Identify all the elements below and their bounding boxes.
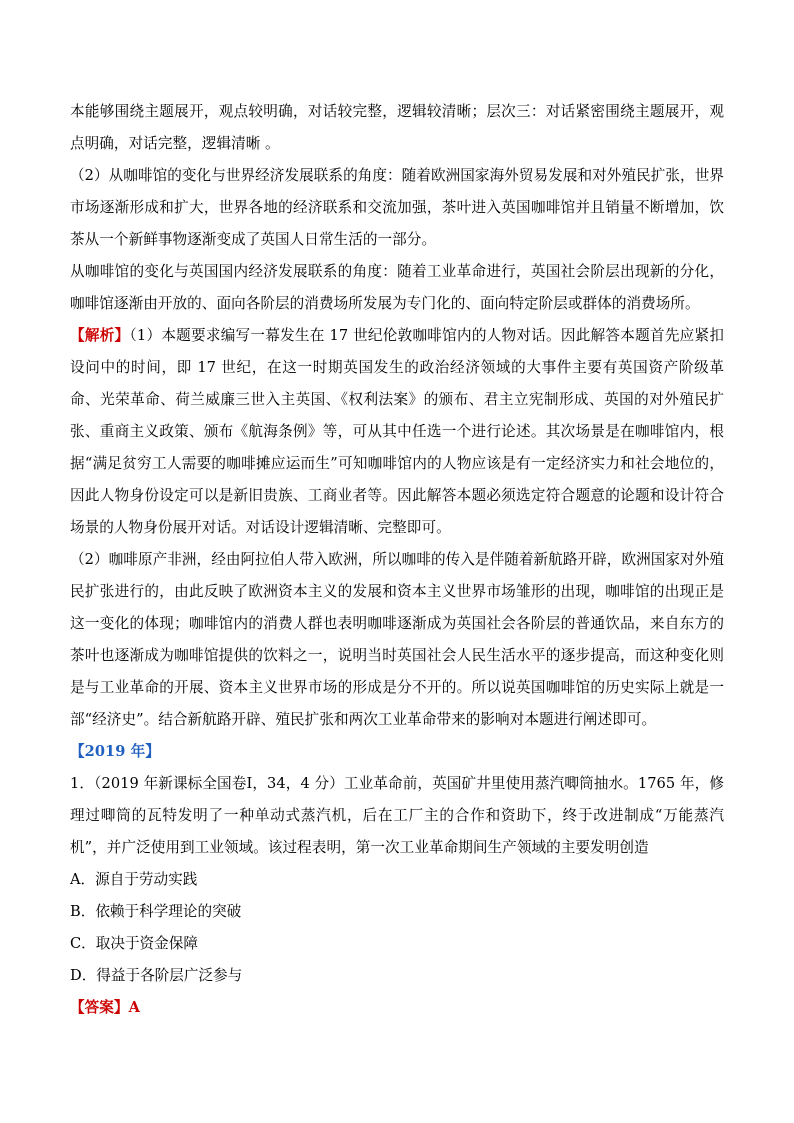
answer-line [70, 992, 724, 1024]
paragraph-domestic-economy: 从咖啡馆的变化与英国国内经济发展联系的角度：随着工业革命进行，英国社会阶层出现新的分化，咖啡馆逐渐由开放的、面向各阶层的消费场所发展为专门化的、面向特定阶层或群体的消费场所。 [70, 263, 724, 312]
year-heading [70, 736, 724, 768]
option-d: D．得益于各阶层广泛参与 [70, 967, 243, 984]
question-stem: 1．（2019 年新课标全国卷Ⅰ，34，4 分）工业革命前，英国矿井里使用蒸汽唧筒抽水。1765 年，修理过唧筒的瓦特发明了一种单动式蒸汽机，后在工厂主的合作和资助下，终于改进制成“万能蒸汽机”，并广泛使用到工业领域。该过程表明，第一次工业革命期间生产领域的主要发明创造 [70, 775, 724, 856]
answer-value: A [128, 999, 140, 1016]
year-heading-text: 【2019 年】 [70, 743, 160, 760]
option-b: B．依赖于科学理论的突破 [70, 903, 242, 920]
option-c: C．取决于资金保障 [70, 935, 198, 952]
option-a: A．源自于劳动实践 [70, 871, 198, 888]
paragraph-world-economy: （2）从咖啡馆的变化与世界经济发展联系的角度：随着欧洲国家海外贸易发展和对外殖民扩张，世界市场逐渐形成和扩大，世界各地的经济联系和交流加强，茶叶进入英国咖啡馆并且销量不断增加，饮茶从一个新鲜事物逐渐变成了英国人日常生活的一部分。 [70, 167, 724, 248]
paragraph-analysis-2: （2）咖啡原产非洲，经由阿拉伯人带入欧洲，所以咖啡的传入是伴随着新航路开辟，欧洲国家对外殖民扩张进行的，由此反映了欧洲资本主义的发展和资本主义世界市场雏形的出现，咖啡馆的出现正是这一变化的体现；咖啡馆内的消费人群也表明咖啡逐渐成为英国社会各阶层的普通饮品，来自东方的茶叶也逐渐成为咖啡馆提供的饮料之一，说明当时英国社会人民生活水平的逐步提高，而这种变化则是与工业革命的开展、资本主义世界市场的形成是分不开的。所以说英国咖啡馆的历史实际上就是一部“经济史”。结合新航路开辟、殖民扩张和两次工业革命带来的影响对本题进行阐述即可。 [70, 551, 724, 728]
analysis-tag: 【解析】 [70, 327, 130, 344]
answer-tag: 【答案】 [70, 999, 129, 1016]
analysis-text-1: （1）本题要求编写一幕发生在 17 世纪伦敦咖啡馆内的人物对话。因此解答本题首先应紧扣设问中的时间，即 17 世纪，在这一时期英国发生的政治经济领域的大事件主要有英国资产阶级革命、光荣革命、荷兰威廉三世入主英国、《权利法案》的颁布、君主立宪制形成、英国的对外殖民扩张、重商主义政策、颁布《航海条例》等，可从其中任选一个进行论述。其次场景是在咖啡馆内，根据“满足贫穷工人需要的咖啡摊应运而生”可知咖啡馆内的人物应该是有一定经济实力和社会地位的，因此人物身份设定可以是新旧贵族、工商业者等。因此解答本题必须选定符合题意的论题和设计符合场景的人物身份展开对话。对话设计逻辑清晰、完整即可。 [70, 327, 724, 536]
paragraph-levels-continued: 本能够围绕主题展开，观点较明确，对话较完整，逻辑较清晰；层次三：对话紧密围绕主题展开，观点明确，对话完整，逻辑清晰 。 [70, 103, 724, 152]
paragraph-analysis-1 [70, 320, 724, 544]
